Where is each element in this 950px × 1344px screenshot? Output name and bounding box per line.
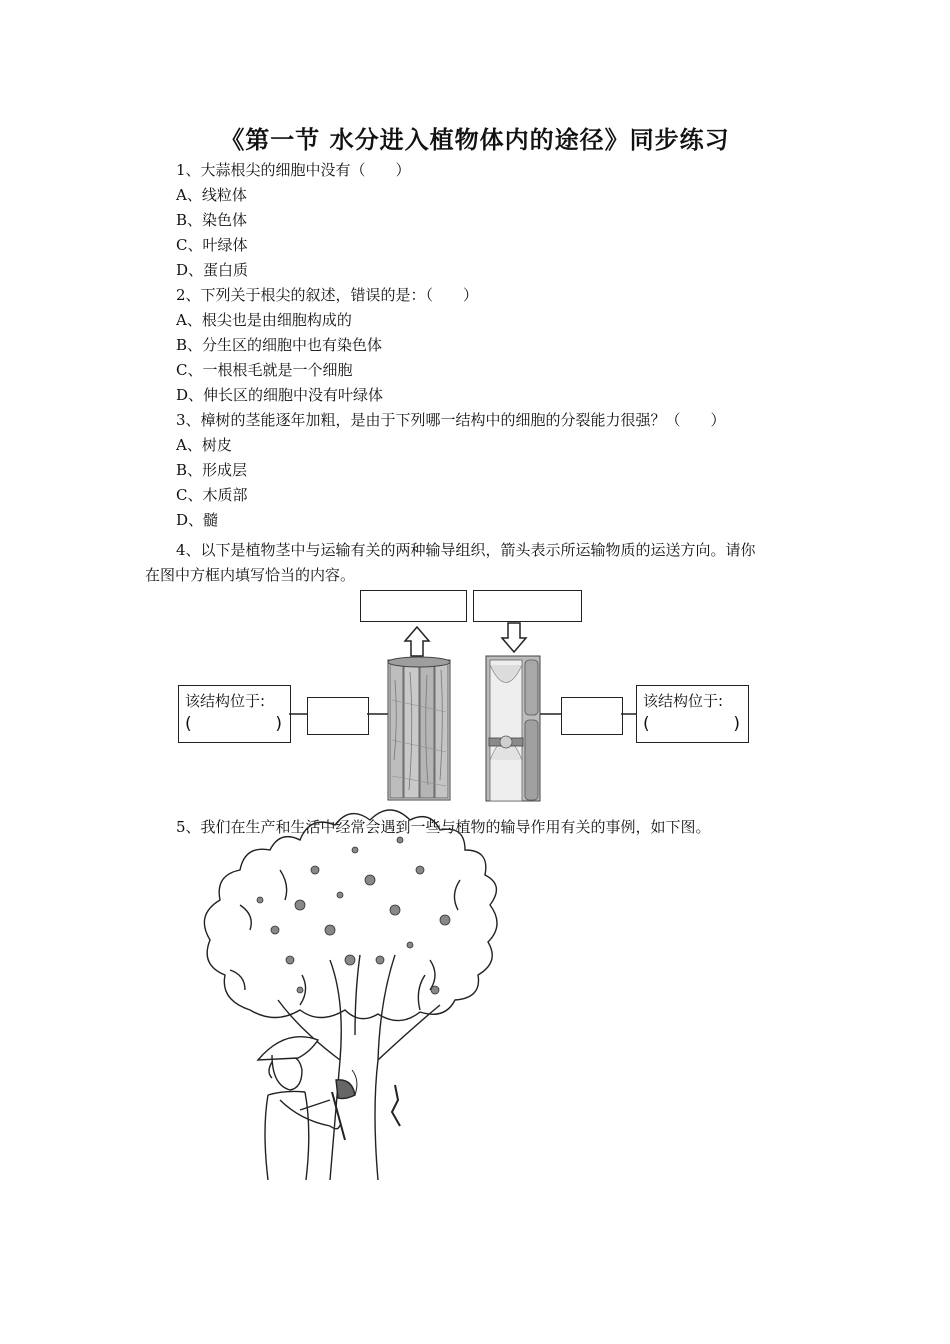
q4-text-line1: 4、以下是植物茎中与运输有关的两种输导组织，箭头表示所运输物质的运送方向。请你: [176, 541, 756, 559]
question-line: 1、大蒜根尖的细胞中没有（ ）: [176, 161, 411, 179]
right-open-paren: (: [643, 714, 650, 734]
page-title: 《第一节 水分进入植物体内的途径》同步练习: [220, 126, 730, 154]
top-right-answer-box[interactable]: [473, 590, 582, 622]
q4-text-line2: 在图中方框内填写恰当的内容。: [145, 566, 356, 584]
option-line: C、叶绿体: [176, 236, 248, 254]
left-close-paren: ): [275, 714, 282, 734]
sieve-tube-illustration: [486, 656, 540, 801]
option-line: D、蛋白质: [176, 261, 249, 279]
right-middle-answer-box[interactable]: [561, 697, 623, 735]
right-location-box[interactable]: [636, 685, 749, 743]
vessel-illustration: [388, 657, 450, 800]
question-line: 3、樟树的茎能逐年加粗，是由于下列哪一结构中的细胞的分裂能力很强？（ ）: [176, 411, 726, 429]
option-line: D、伸长区的细胞中没有叶绿体: [176, 386, 384, 404]
option-line: D、髓: [176, 511, 219, 529]
left-middle-answer-box[interactable]: [307, 697, 369, 735]
left-open-paren: (: [185, 714, 192, 734]
option-line: C、木质部: [176, 486, 248, 504]
questions-1-3: [176, 158, 816, 533]
option-line: A、树皮: [176, 436, 232, 454]
top-left-answer-box[interactable]: [360, 590, 467, 622]
question-line: 2、下列关于根尖的叙述，错误的是：（ ）: [176, 286, 479, 304]
up-arrow-icon: [405, 627, 429, 656]
left-location-label: 该结构位于:: [185, 692, 266, 710]
option-line: A、根尖也是由细胞构成的: [176, 311, 352, 329]
option-line: C、一根根毛就是一个细胞: [176, 361, 353, 379]
question-5: 5、我们在生产和生活中经常会遇到一些与植物的输导作用有关的事例，如下图。: [176, 818, 711, 836]
left-location-box[interactable]: [178, 685, 291, 743]
option-line: B、分生区的细胞中也有染色体: [176, 336, 383, 354]
option-line: B、染色体: [176, 211, 248, 229]
option-line: A、线粒体: [176, 186, 247, 204]
option-line: B、形成层: [176, 461, 248, 479]
right-location-label: 该结构位于:: [643, 692, 724, 710]
right-close-paren: ): [733, 714, 740, 734]
fruit-dots: [257, 837, 450, 994]
man-figure: [258, 1037, 355, 1180]
question-4: [145, 538, 805, 588]
down-arrow-icon: [502, 623, 526, 652]
